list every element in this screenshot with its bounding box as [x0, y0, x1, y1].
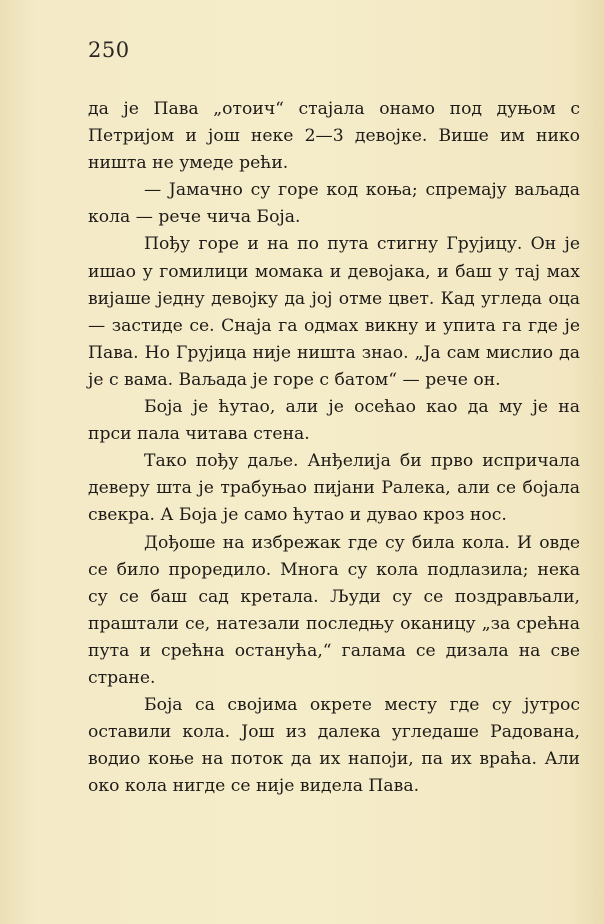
paragraph-1: да је Пава „отоич“ стајала онамо под дуњом с Петријом и још неке 2—3 девојке. Више им нико ништа не умеде рећи.	[88, 99, 580, 174]
paragraph-3: Пођу горе и на по пута стигну Грујицу. Он је ишао у гомилици момака и девојака, и баш у тај мах вијаше једну девојку да јој отме цвет. Кад угледа оца — застиде се. Снаја га одмах викну и упита га где је Пава. Но Грујица није ништа знао. „Ја сам мислио да је с вама. Ваљада је горе с батом“ — рече он.	[88, 234, 580, 390]
page-number: 250	[88, 38, 130, 62]
paragraph-7: Боја са својима окрете месту где су јутрос оставили кола. Још из далека угледаше Радована, водио коње на поток да их напоји, па их враћа. Али око кола нигде се није видела Пава.	[88, 695, 580, 797]
paragraph-2: — Јамачно су горе код коња; спремају ваљада кола — рече чича Боја.	[88, 180, 580, 228]
paragraph-5: Тако пођу даље. Анђелија би прво испричала деверу шта је трабуњао пијани Ралека, али се бојала свекра. А Боја је само ћутао и дувао кроз нос.	[88, 451, 580, 526]
paragraph-6: Дођоше на избрежак где су била кола. И овде се било проредило. Многа су кола подлазила; нека су се баш сад кретала. Људи су се поздрављали, праштали се, натезали последњу оканицу „за срећна пута и срећна останућа,“ галама се дизала на све стране.	[88, 532, 580, 688]
body-text	[88, 96, 580, 800]
paragraph-4: Боја је ћутао, али је осећао као да му је на прси пала читава стена.	[88, 397, 580, 445]
